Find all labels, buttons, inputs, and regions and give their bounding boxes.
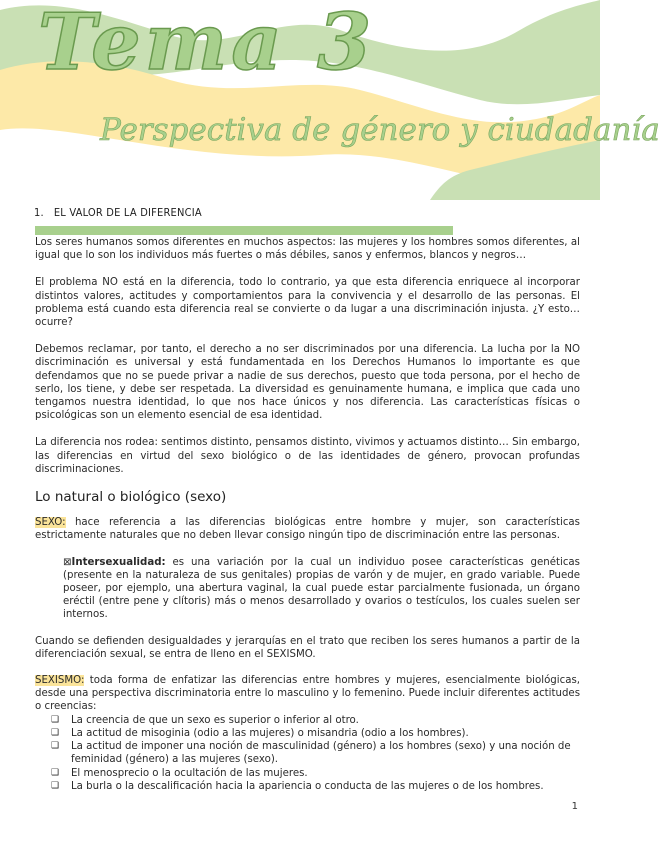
checkbox-icon: ⊠ — [63, 556, 72, 568]
paragraph-sexismo-intro: Cuando se defienden desigualdades y jerarquías en el trato que reciben los seres humanos a partir de la diferenciación sexual, se entra de lleno en el SEXISMO. — [35, 635, 580, 660]
intersex-definition — [63, 556, 580, 622]
sexo-text: hace referencia a las diferencias biológicas entre hombre y mujer, son características estrictamente naturales que no deben llevar consigo ningún tipo de discriminación entre las personas. — [35, 517, 580, 542]
sexismo-term: SEXISMO: — [35, 675, 85, 687]
intersex-text: es una variación por la cual un individuo posee características genéticas (presente en la naturaleza de sus genitales) propias de varón y de mujer, en grado variable. Puede poseer, por ejemplo, una abertura vaginal, la cual puede estar parcialmente fusionada, un órgano eréctil (entre pene y clítoris) más o menos desarrollado y ovarios o testículos, los cuales suelen ser internos. — [63, 556, 580, 621]
list-item: ❑ La burla o la descalificación hacia la apariencia o conducta de las mujeres o de los hombres. — [51, 780, 580, 793]
page-title: Tema 3 — [38, 0, 376, 88]
section-number: 1. — [34, 206, 44, 219]
section-heading — [34, 206, 202, 219]
list-item: ❑ La actitud de imponer una noción de masculinidad (género) a los hombres (sexo) y una noción de feminidad (género) a las mujeres (sexo). — [51, 740, 580, 766]
paragraph-1: Los seres humanos somos diferentes en muchos aspectos: las mujeres y los hombres somos diferentes, al igual que lo son los individuos más fuertes o más débiles, sanos y enfermos, blancos y negros… — [35, 237, 580, 262]
sexo-term: SEXO: — [35, 517, 66, 529]
paragraph-3: Debemos reclamar, por tanto, el derecho a no ser discriminados por una diferencia. La lucha por la NO discriminación es universal y está fundamentada en los Derechos Humanos lo importante es que defendamos que no se puede privar a nadie de sus derechos, puesto que toda persona, por el hecho de serlo, los tiene, y debe ser respetada. La diversidad es genuinamente humana, e implica que cada uno tengamos nuestra identidad, lo que nos hace únicos y nos diferencia. Las características físicas o psicológicas son un elemento esencial de esa identidad. — [35, 344, 580, 422]
list-item: ❑ La creencia de que un sexo es superior o inferior al otro. — [51, 714, 580, 727]
list-item: ❑ La actitud de misoginia (odio a las mujeres) o misandria (odio a los hombres). — [51, 727, 580, 740]
list-item: ❑ El menosprecio o la ocultación de las mujeres. — [51, 767, 580, 780]
paragraph-2: El problema NO está en la diferencia, todo lo contrario, ya que esta diferencia enriquece al incorporar distintos valores, actitudes y comportamientos para la convivencia y el desarrollo de las personas. El problema está cuando esta diferencia real se convierte o da lugar a una discriminación injusta. ¿Y esto… ocurre? — [35, 277, 580, 329]
section-underline-bar — [35, 226, 453, 235]
paragraph-4: La diferencia nos rodea: sentimos distinto, pensamos distinto, vivimos y actuamos distinto… Sin embargo, las diferencias en virtud del sexo biológico o de las identidades de género, provocan profundas discriminaciones. — [35, 437, 580, 475]
sexo-definition — [35, 516, 580, 542]
intersex-term: Intersexualidad: — [71, 556, 166, 568]
document-body — [35, 236, 580, 793]
sexismo-text: toda forma de enfatizar las diferencias entre hombres y mujeres, esencialmente biológicas, desde una perspectiva discriminatoria entre lo masculino y lo femenino. Puede incluir diferentes actitudes o creencias: — [35, 675, 580, 713]
section-title: EL VALOR DE LA DIFERENCIA — [53, 206, 202, 219]
page-number: 1 — [571, 801, 578, 812]
sexismo-definition — [35, 674, 580, 714]
sexismo-list — [35, 714, 580, 793]
page-subtitle: Perspectiva de género y ciudadanía — [100, 112, 660, 148]
subheading: Lo natural o biológico (sexo) — [35, 489, 227, 506]
